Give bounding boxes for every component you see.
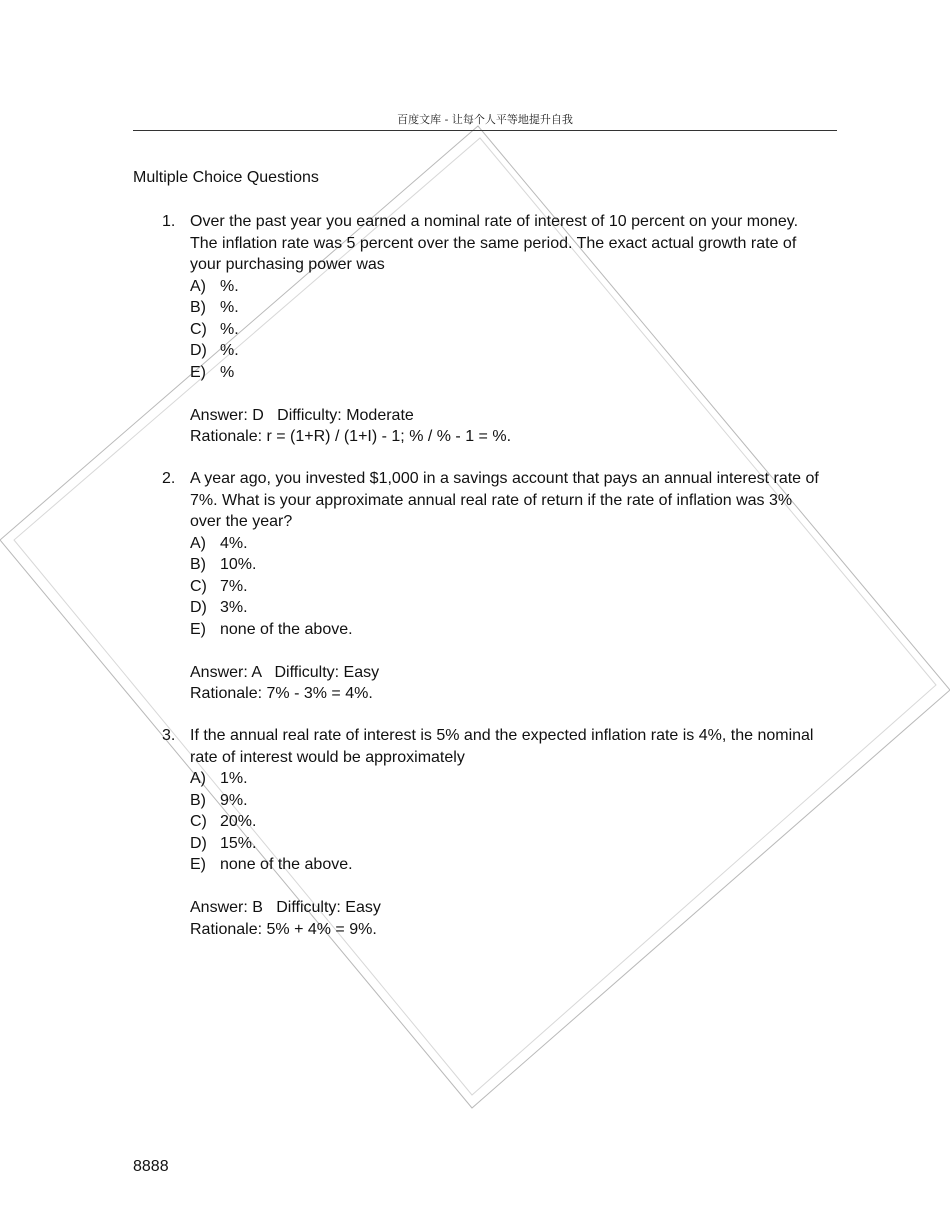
question-text-line: Over the past year you earned a nominal rate of interest of 10 percent on your money. bbox=[190, 213, 799, 230]
option-c: C) 7%. bbox=[190, 577, 248, 595]
rationale-line: Rationale: 5% + 4% = 9%. bbox=[190, 920, 377, 938]
question-text-line: 7%. What is your approximate annual real rate of return if the rate of inflation was 3% bbox=[190, 491, 793, 509]
question-2 bbox=[162, 468, 877, 705]
question-text-line: over the year? bbox=[190, 513, 293, 530]
question-text-line: The inflation rate was 5 percent over the same period. The exact actual growth rate of bbox=[190, 234, 797, 252]
option-b: B) 10%. bbox=[190, 556, 257, 573]
question-text-line: A year ago, you invested $1,000 in a savings account that pays an annual interest rate of bbox=[190, 470, 819, 487]
question-number: 3. bbox=[162, 727, 176, 744]
question-number: 2. bbox=[162, 470, 176, 487]
page-header: 百度文库 - 让每个人平等地提升自我 bbox=[397, 113, 573, 126]
option-b: B) 9%. bbox=[190, 791, 248, 809]
question-text-line: rate of interest would be approximately bbox=[190, 748, 465, 766]
page-number: 8888 bbox=[133, 1158, 169, 1175]
question-number: 1. bbox=[162, 213, 176, 230]
option-e: E) none of the above. bbox=[190, 620, 353, 638]
option-a: A) 1%. bbox=[190, 770, 248, 787]
answer-line: Answer: B Difficulty: Easy bbox=[190, 899, 381, 916]
question-text-line: If the annual real rate of interest is 5% and the expected inflation rate is 4%, the nominal bbox=[190, 727, 814, 744]
option-e: E) % bbox=[190, 363, 235, 381]
section-title: Multiple Choice Questions bbox=[133, 169, 319, 186]
question-text-line: your purchasing power was bbox=[190, 256, 385, 273]
question-1 bbox=[162, 211, 877, 448]
option-d: D) %. bbox=[190, 342, 239, 359]
rationale-line: Rationale: 7% - 3% = 4%. bbox=[190, 685, 373, 702]
option-b: B) %. bbox=[190, 299, 239, 316]
option-a: A) 4%. bbox=[190, 534, 248, 552]
question-3 bbox=[162, 725, 877, 940]
answer-line: Answer: A Difficulty: Easy bbox=[190, 663, 380, 681]
option-d: D) 15%. bbox=[190, 834, 257, 852]
option-c: C) %. bbox=[190, 320, 239, 338]
answer-line: Answer: D Difficulty: Moderate bbox=[190, 406, 414, 424]
rationale-line: Rationale: r = (1+R) / (1+I) - 1; % / % - 1 = %. bbox=[190, 428, 512, 445]
option-d: D) 3%. bbox=[190, 599, 248, 616]
option-e: E) none of the above. bbox=[190, 856, 353, 873]
option-c: C) 20%. bbox=[190, 813, 257, 830]
option-a: A) %. bbox=[190, 277, 239, 295]
header-rule bbox=[133, 130, 837, 131]
